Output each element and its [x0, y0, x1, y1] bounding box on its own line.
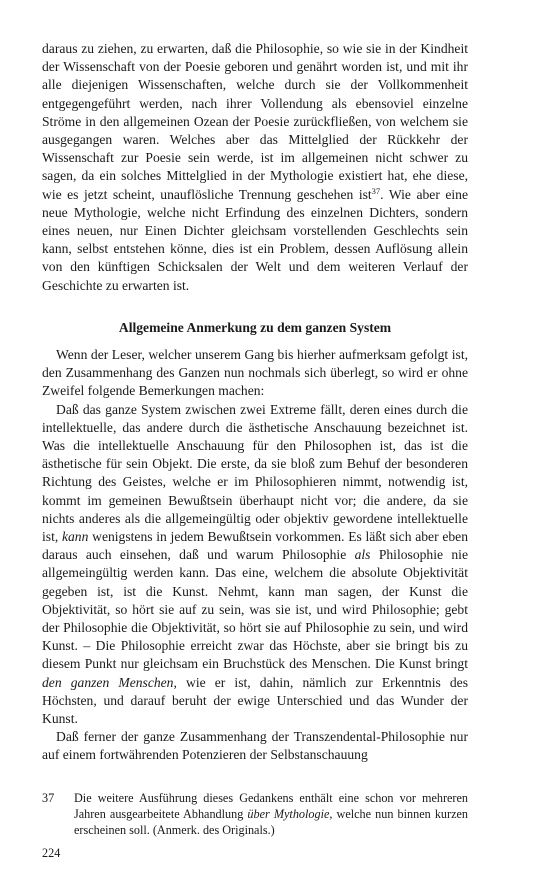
intro-text-part2: . Wie aber eine neue Mythologie, welche nicht Erfindung des einzelnen Dichters, sondern eines neuen, nur Einen Dichter gleichsam vorstellenden Geschlechts sein kann, selbst entstehen könne, dies ist ein Problem, dessen Auflösung allein von den künftigen Schicksalen der Welt und dem weiteren Verlauf der Geschichte zu erwarten ist.: [42, 186, 468, 293]
section-body: [42, 346, 468, 765]
paragraph-3: Daß ferner der ganze Zusammenhang der Transzendental-Philosophie nur auf einem fortwährenden Potenzieren der Selbstanschauung: [42, 729, 468, 763]
footnote-emphasis: über Mythologie: [247, 807, 330, 821]
footnote-number: 37: [42, 791, 55, 805]
emphasis-ganzen-menschen: den ganzen Menschen: [42, 674, 174, 690]
intro-text-part1: daraus zu ziehen, zu erwarten, daß die Philosophie, so wie sie in der Kindheit der Wissenschaft von der Poesie geboren und genährt worden ist, und mit ihr alle diejenigen Wissenschaften, welche durch sie der Vollkommenheit entgegengeführt werden, nach ihrer Vollendung als ebensoviel einzelne Ströme in den allgemeinen Ozean der Poesie zurückfließen, von welchem sie ausgegangen waren. Welches aber das Mittelglied der Rückkehr der Wissenschaft zur Poesie sein werde, ist im allgemeinen nicht schwer zu sagen, da ein solches Mittelglied in der Mythologie existiert hat, ehe diese, wie es jetzt scheint, unauflösliche Trennung geschehen ist: [42, 41, 468, 202]
section-heading: Allgemeine Anmerkung zu dem ganzen System: [118, 320, 392, 335]
paragraph-1: Wenn der Leser, welcher unserem Gang bis hierher aufmerksam gefolgt ist, den Zusammenhang des Ganzen nun nochmals sich überlegt, so wird er ohne Zweifel folgende Bemerkungen machen:: [42, 347, 468, 399]
intro-paragraph: [42, 40, 468, 295]
footnote-text-a: Die weitere Ausführung dieses Gedankens enthält eine schon vor mehreren Jahren ausgearbeitete Abhandlung: [74, 791, 468, 821]
paragraph-2-text-d: , wie er ist, dahin, nämlich zur Erkenntnis des Höchsten, und darauf beruht der ewige Unterschied und das Wunder der Kunst.: [42, 674, 468, 727]
page-number: 224: [42, 846, 61, 860]
paragraph-2: [42, 401, 468, 729]
footnote: [42, 790, 468, 838]
paragraph-2-text-c: Philosophie nie allgemeingültig werden kann. Das eine, welchem die absolute Objektivität gegeben ist, ist die Kunst. Nehmt, kann man sagen, der Kunst die Objektivität, so hört sie auf zu sein, was sie ist, und wird Philosophie; gebt der Philosophie die Objektivität, so hört sie auf Philosophie zu sein, und wird Kunst. – Die Philosophie erreicht zwar das Höchste, aber sie bringt bis zu diesem Punkt nur gleichsam ein Bruchstück des Menschen. Die Kunst bringt: [42, 547, 468, 672]
footnote-reference[interactable]: 37: [371, 185, 381, 196]
emphasis-als: als: [354, 547, 371, 563]
paragraph-2-text-a: Daß das ganze System zwischen zwei Extreme fällt, deren eines durch die intellektuelle, das andere durch die ästhetische Anschauung bezeichnet ist. Was die intellektuelle Anschauung für den Philosophen ist, das ist die ästhetische für sein Objekt. Die erste, da sie bloß zum Behuf der besonderen Richtung des Geistes, welche er im Philosophieren nimmt, notwendig ist, kommt im gemeinen Bewußtsein überhaupt nicht vor; die andere, da sie nichts anderes als die allgemeingültig oder objektiv gewordene intellektuelle ist,: [42, 401, 468, 545]
paragraph-2-text-b: wenigstens in jedem Bewußtsein vorkommen. Es läßt sich aber eben daraus auch einsehen, daß und warum Philosophie: [42, 529, 469, 563]
footnote-text: [74, 790, 468, 838]
footnote-text-b: , welche nun binnen kurzen erscheinen soll. (Anmerk. des Originals.): [74, 807, 468, 837]
intro-text: [42, 40, 468, 295]
emphasis-kann: kann: [61, 529, 89, 545]
